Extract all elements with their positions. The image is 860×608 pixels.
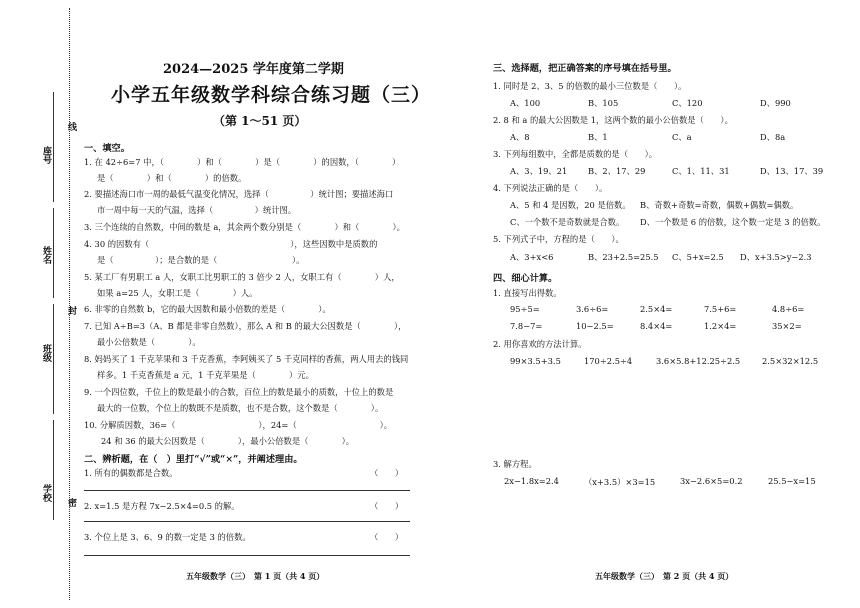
calc-item: 95÷5= [510, 304, 540, 314]
calc-item: 4.8÷6= [772, 304, 805, 314]
calc-item: 7.8−7= [510, 321, 543, 331]
fill-line: 5. 某工厂有男职工 a 人，女职工比男职工的 3 倍少 2 人，女职工有（ ）人， [84, 272, 400, 282]
section-fill-blank: 一、填空。 [84, 143, 130, 154]
choice-option: B、奇数+奇数=奇数，偶数+偶数=偶数。 [640, 200, 799, 210]
seat-underline [53, 92, 54, 202]
calc-item: 99×3.5+3.5 [510, 356, 561, 366]
fill-line: 6. 非零的自然数 b，它的最大因数和最小倍数的差是（ ）。 [84, 304, 331, 314]
seal-char-feng: 封 [66, 306, 76, 315]
reason-line [84, 555, 410, 556]
choice-option: A、8 [510, 132, 530, 142]
reason-line [84, 490, 410, 491]
judge-question: 3. 个位上是 3、6、9 的数一定是 3 的倍数。 [84, 532, 251, 542]
equation-item: 2x−1.8x=2.4 [504, 476, 559, 486]
fill-line: 是（ ）；是合数的是（ ）。 [97, 255, 305, 265]
calc-item: 8.4×4= [640, 321, 673, 331]
field-seat-number: 座号 [41, 146, 51, 164]
calc-equation-title: 3. 解方程。 [493, 459, 537, 469]
calc-item: 2.5×32×12.5 [762, 356, 819, 366]
fill-line: 最小公倍数是（ ）。 [97, 337, 201, 347]
fill-line: 24 和 36 的最大公因数是（ ），最小公倍数是（ ）。 [101, 436, 355, 446]
calc-item: 2.5×4= [640, 304, 673, 314]
fill-line: 是（ ）和（ ）的倍数。 [97, 173, 247, 183]
name-underline [53, 208, 54, 298]
field-class: 班级 [41, 344, 51, 362]
choice-option: A、3、19、21 [510, 166, 568, 176]
binding-dotted-line [69, 8, 70, 600]
choice-question: 1. 同时是 2、3、5 的倍数的最小三位数是（ ）。 [493, 81, 687, 91]
fill-line: 7. 已知 A÷B=3（A、B 都是非零自然数），那么 A 和 B 的最大公因数是（ ）， [84, 321, 407, 331]
page2-footer: 五年级数学（三） 第 2 页（共 4 页） [595, 571, 734, 581]
calc-item: 170÷2.5÷4 [584, 356, 633, 366]
judge-question: 2. x=1.5 是方程 7x−2.5×4=0.5 的解。 [84, 501, 240, 511]
seal-char-mi: 密 [66, 498, 76, 507]
fill-line: 3. 三个连续的自然数，中间的数是 a，其余两个数分别是（ ）和（ ）。 [84, 222, 405, 232]
choice-option: C、1、11、31 [672, 166, 730, 176]
equation-item: （x+3.5）×3=15 [584, 477, 656, 487]
choice-option: C、5+x=2.5 [672, 252, 724, 262]
fill-line: 最大的一位数，个位上的数既不是质数，也不是合数，这个数是（ ）。 [97, 403, 384, 413]
judge-answer-box[interactable]: （ ） [370, 501, 404, 511]
choice-question: 4. 下列说法正确的是（ ）。 [493, 183, 608, 193]
choice-option: B、1 [588, 132, 608, 142]
choice-question: 2. 8 和 a 的最大公因数是 1，这两个数的最小公倍数是（ ）。 [493, 115, 733, 125]
choice-option: D、8a [760, 132, 786, 142]
section-judgement: 二、辨析题，在（ ）里打“√”或“×”，并阐述理由。 [84, 454, 303, 465]
section-choice: 三、选择题，把正确答案的序号填在括号里。 [493, 63, 677, 74]
reason-line [84, 521, 410, 522]
page1-footer: 五年级数学（三） 第 1 页（共 4 页） [186, 571, 325, 581]
field-name: 姓名 [41, 246, 51, 264]
calc-item: 3.6×5.8+12.25÷2.5 [656, 356, 741, 366]
calc-item: 10−2.5= [576, 321, 614, 331]
fill-line: 9. 一个四位数，千位上的数是最小的合数，百位上的数是最小的质数，十位上的数是 [84, 387, 394, 397]
school-underline [53, 420, 54, 520]
fill-line: 10. 分解质因数，36=（ ），24=（ ）。 [84, 420, 393, 430]
choice-option: B、2、17、29 [588, 166, 646, 176]
seal-char-xian: 线 [66, 122, 76, 131]
field-school: 学校 [41, 484, 51, 502]
fill-line: 1. 在 42÷6=7 中，（ ）和（ ）是（ ）的因数，（ ） [84, 157, 401, 167]
fill-line: 8. 妈妈买了 1 千克苹果和 3 千克香蕉，李阿姨买了 5 千克同样的香蕉，两人用去的钱同 [84, 354, 409, 364]
choice-option: D、13、17、39 [760, 166, 824, 176]
choice-option: C、120 [672, 98, 703, 108]
judge-answer-box[interactable]: （ ） [370, 468, 404, 478]
choice-option: C、一个数不是奇数就是合数。 [510, 217, 625, 227]
fill-line: 2. 要描述海口市一周的最低气温变化情况，选择（ ）统计图；要描述海口 [84, 189, 394, 199]
equation-item: 3x−2.6×5=0.2 [680, 476, 743, 486]
calc-item: 7.5+6= [704, 304, 737, 314]
equation-item: 25.5−x=15 [768, 476, 816, 486]
calc-item: 3.6÷6= [576, 304, 609, 314]
class-underline [53, 304, 54, 414]
choice-option: D、一个数是 6 的倍数，这个数一定是 3 的倍数。 [640, 217, 826, 227]
judge-answer-box[interactable]: （ ） [370, 532, 404, 542]
choice-option: D、x+3.5>y−2.3 [740, 252, 812, 262]
calc-direct-title: 1. 直接写出得数。 [493, 288, 562, 298]
exam-title: 小学五年级数学科综合练习题（三） [111, 84, 432, 106]
page-range: （第 1～51 页） [213, 114, 307, 128]
judge-question: 1. 所有的偶数都是合数。 [84, 468, 178, 478]
choice-option: C、a [672, 132, 692, 142]
choice-question: 3. 下列每组数中，全都是质数的是（ ）。 [493, 149, 658, 159]
choice-option: B、23+2.5=25.5 [588, 252, 659, 262]
calc-item: 1.2×4= [704, 321, 737, 331]
choice-option: A、100 [510, 98, 541, 108]
calc-method-title: 2. 用你喜欢的方法计算。 [493, 339, 587, 349]
calc-item: 35×2= [772, 321, 802, 331]
choice-option: A、5 和 4 是因数，20 是倍数。 [510, 200, 631, 210]
section-calculation: 四、细心计算。 [493, 273, 558, 284]
header-year: 2024—2025 学年度第二学期 [163, 62, 344, 77]
fill-line: 样多。1 千克香蕉是 a 元，1 千克苹果是（ ）元。 [97, 370, 314, 380]
choice-option: A、3+x<6 [510, 252, 554, 262]
fill-line: 市一周中每一天的气温，选择（ ）统计图。 [97, 205, 297, 215]
choice-question: 5. 下列式子中，方程的是（ ）。 [493, 234, 624, 244]
fill-line: 如果 a=25 人，女职工是（ ）人。 [97, 288, 258, 298]
fill-line: 4. 30 的因数有（ ），这些因数中是质数的 [84, 239, 378, 249]
choice-option: D、990 [760, 98, 791, 108]
choice-option: B、105 [588, 98, 619, 108]
